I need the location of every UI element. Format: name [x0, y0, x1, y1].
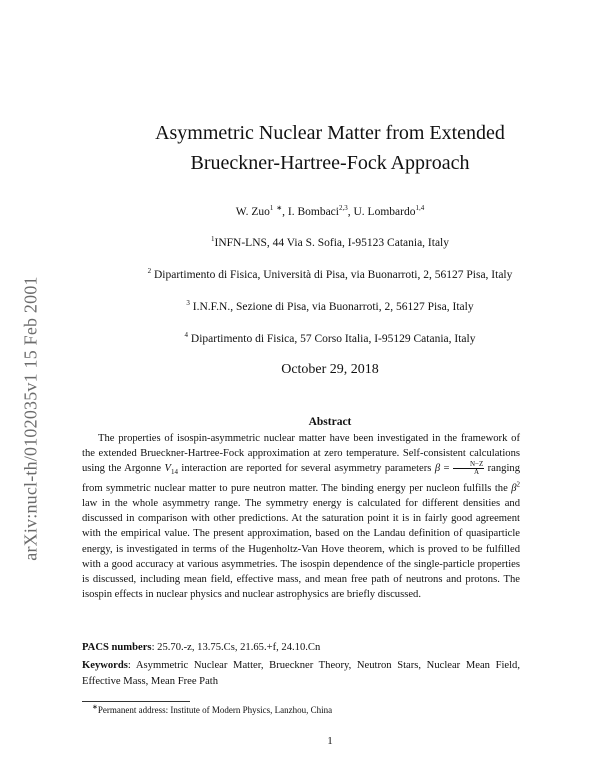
footnote [92, 705, 332, 715]
abstract-text-2: interaction are reported for several asymmetry parameters [177, 463, 435, 475]
affiliation-2-number: 2 [147, 267, 152, 276]
pacs-value: : 25.70.-z, 13.75.Cs, 21.65.+f, 24.10.Cn [151, 642, 321, 653]
author-2-affil: 2,3 [338, 204, 348, 213]
pacs-label: PACS numbers [82, 642, 152, 653]
author-3: , U. Lombardo [347, 206, 416, 218]
author-3-affil: 1,4 [415, 204, 425, 213]
affiliation-3-text: I.N.F.N., Sezione di Pisa, via Buonarroti, 2, 56127 Pisa, Italy [189, 301, 474, 313]
abstract-equals: = [440, 463, 453, 475]
author-1-affil: 1 [269, 204, 274, 213]
fraction-denominator: A [474, 468, 480, 477]
arxiv-identifier-text: arXiv:nucl-th/0102035v1 15 Feb 2001 [20, 275, 41, 561]
footnote-text: Permanent address: Institute of Modern Physics, Lanzhou, China [97, 705, 333, 715]
author-list [60, 206, 600, 218]
abstract-text-3: ranging from symmetric nuclear matter to pure neutron matter. The binding energy per nucleon fulfills the [82, 463, 521, 494]
abstract-text-1: The properties of isospin-asymmetric nuclear matter have been investigated in the framework of the extended Brueckner-Hartree-Fock approximation at zero temperature. Self-consistent calculations using the Argonne [82, 433, 520, 475]
author-1: W. Zuo [235, 206, 270, 218]
keywords-value: : Asymmetric Nuclear Matter, Brueckner Theory, Neutron Stars, Nuclear Mean Field, Effective Mass, Mean Free Path [82, 660, 520, 687]
footnote-divider [82, 701, 190, 702]
affiliation-1-number: 1 [211, 235, 215, 244]
affiliation-2 [60, 269, 600, 281]
abstract-symbol-beta-exponent: 2 [516, 480, 520, 489]
footnote-mark: ∗ [92, 703, 98, 711]
abstract-text-4: law in the whole asymmetry range. The symmetry energy is calculated for different densities and discussed in comparison with other predictions. At the saturation point it is in fairly good agreement with the empirical value. The present approximation, based on the Landau definition of quasiparticle energy, is investigated in terms of the Hugenholtz-Van Hove theorem, which is proved to be fulfilled with a good accuracy at various asymmetries. The isospin dependence of the single-particle properties is discussed, including mean field, effective mass, and mean free path of neutrons and protons. The isospin effects in nuclear physics and nuclear astrophysics are briefly discussed. [82, 497, 520, 601]
abstract-symbol-v-sub: 14 [170, 468, 178, 477]
author-2: , I. Bombaci [282, 206, 339, 218]
keywords-label: Keywords [82, 660, 128, 671]
abstract-symbol-v: V [164, 463, 171, 475]
arxiv-identifier-stamp [12, 208, 50, 628]
abstract-symbol-beta: β [434, 463, 441, 475]
abstract-heading: Abstract [308, 416, 352, 428]
title-line-1: Asymmetric Nuclear Matter from Extended [155, 122, 505, 144]
abstract-symbol-beta-2: β [511, 482, 517, 494]
title-line-2: Brueckner-Hartree-Fock Approach [190, 152, 470, 174]
page-number: 1 [327, 735, 333, 747]
paper-title [60, 118, 600, 178]
affiliation-4-number: 4 [184, 331, 189, 340]
pacs-line [82, 642, 520, 653]
keywords-line [82, 658, 520, 690]
fraction-numerator: N−Z [453, 461, 484, 469]
affiliation-2-text: Dipartimento di Fisica, Università di Pisa, via Buonarroti, 2, 56127 Pisa, Italy [151, 269, 513, 281]
paper-date: October 29, 2018 [281, 362, 379, 377]
affiliation-1 [60, 237, 600, 249]
affiliation-3-number: 3 [186, 299, 190, 308]
affiliation-3 [60, 301, 600, 313]
abstract-body [82, 431, 520, 602]
abstract-fraction [453, 461, 484, 476]
affiliation-4 [60, 333, 600, 345]
affiliation-1-text: INFN-LNS, 44 Via S. Sofia, I-95123 Catania, Italy [214, 237, 449, 249]
author-1-footnote-mark: ∗ [276, 204, 283, 213]
affiliation-4-text: Dipartimento di Fisica, 57 Corso Italia, I-95129 Catania, Italy [188, 333, 476, 345]
